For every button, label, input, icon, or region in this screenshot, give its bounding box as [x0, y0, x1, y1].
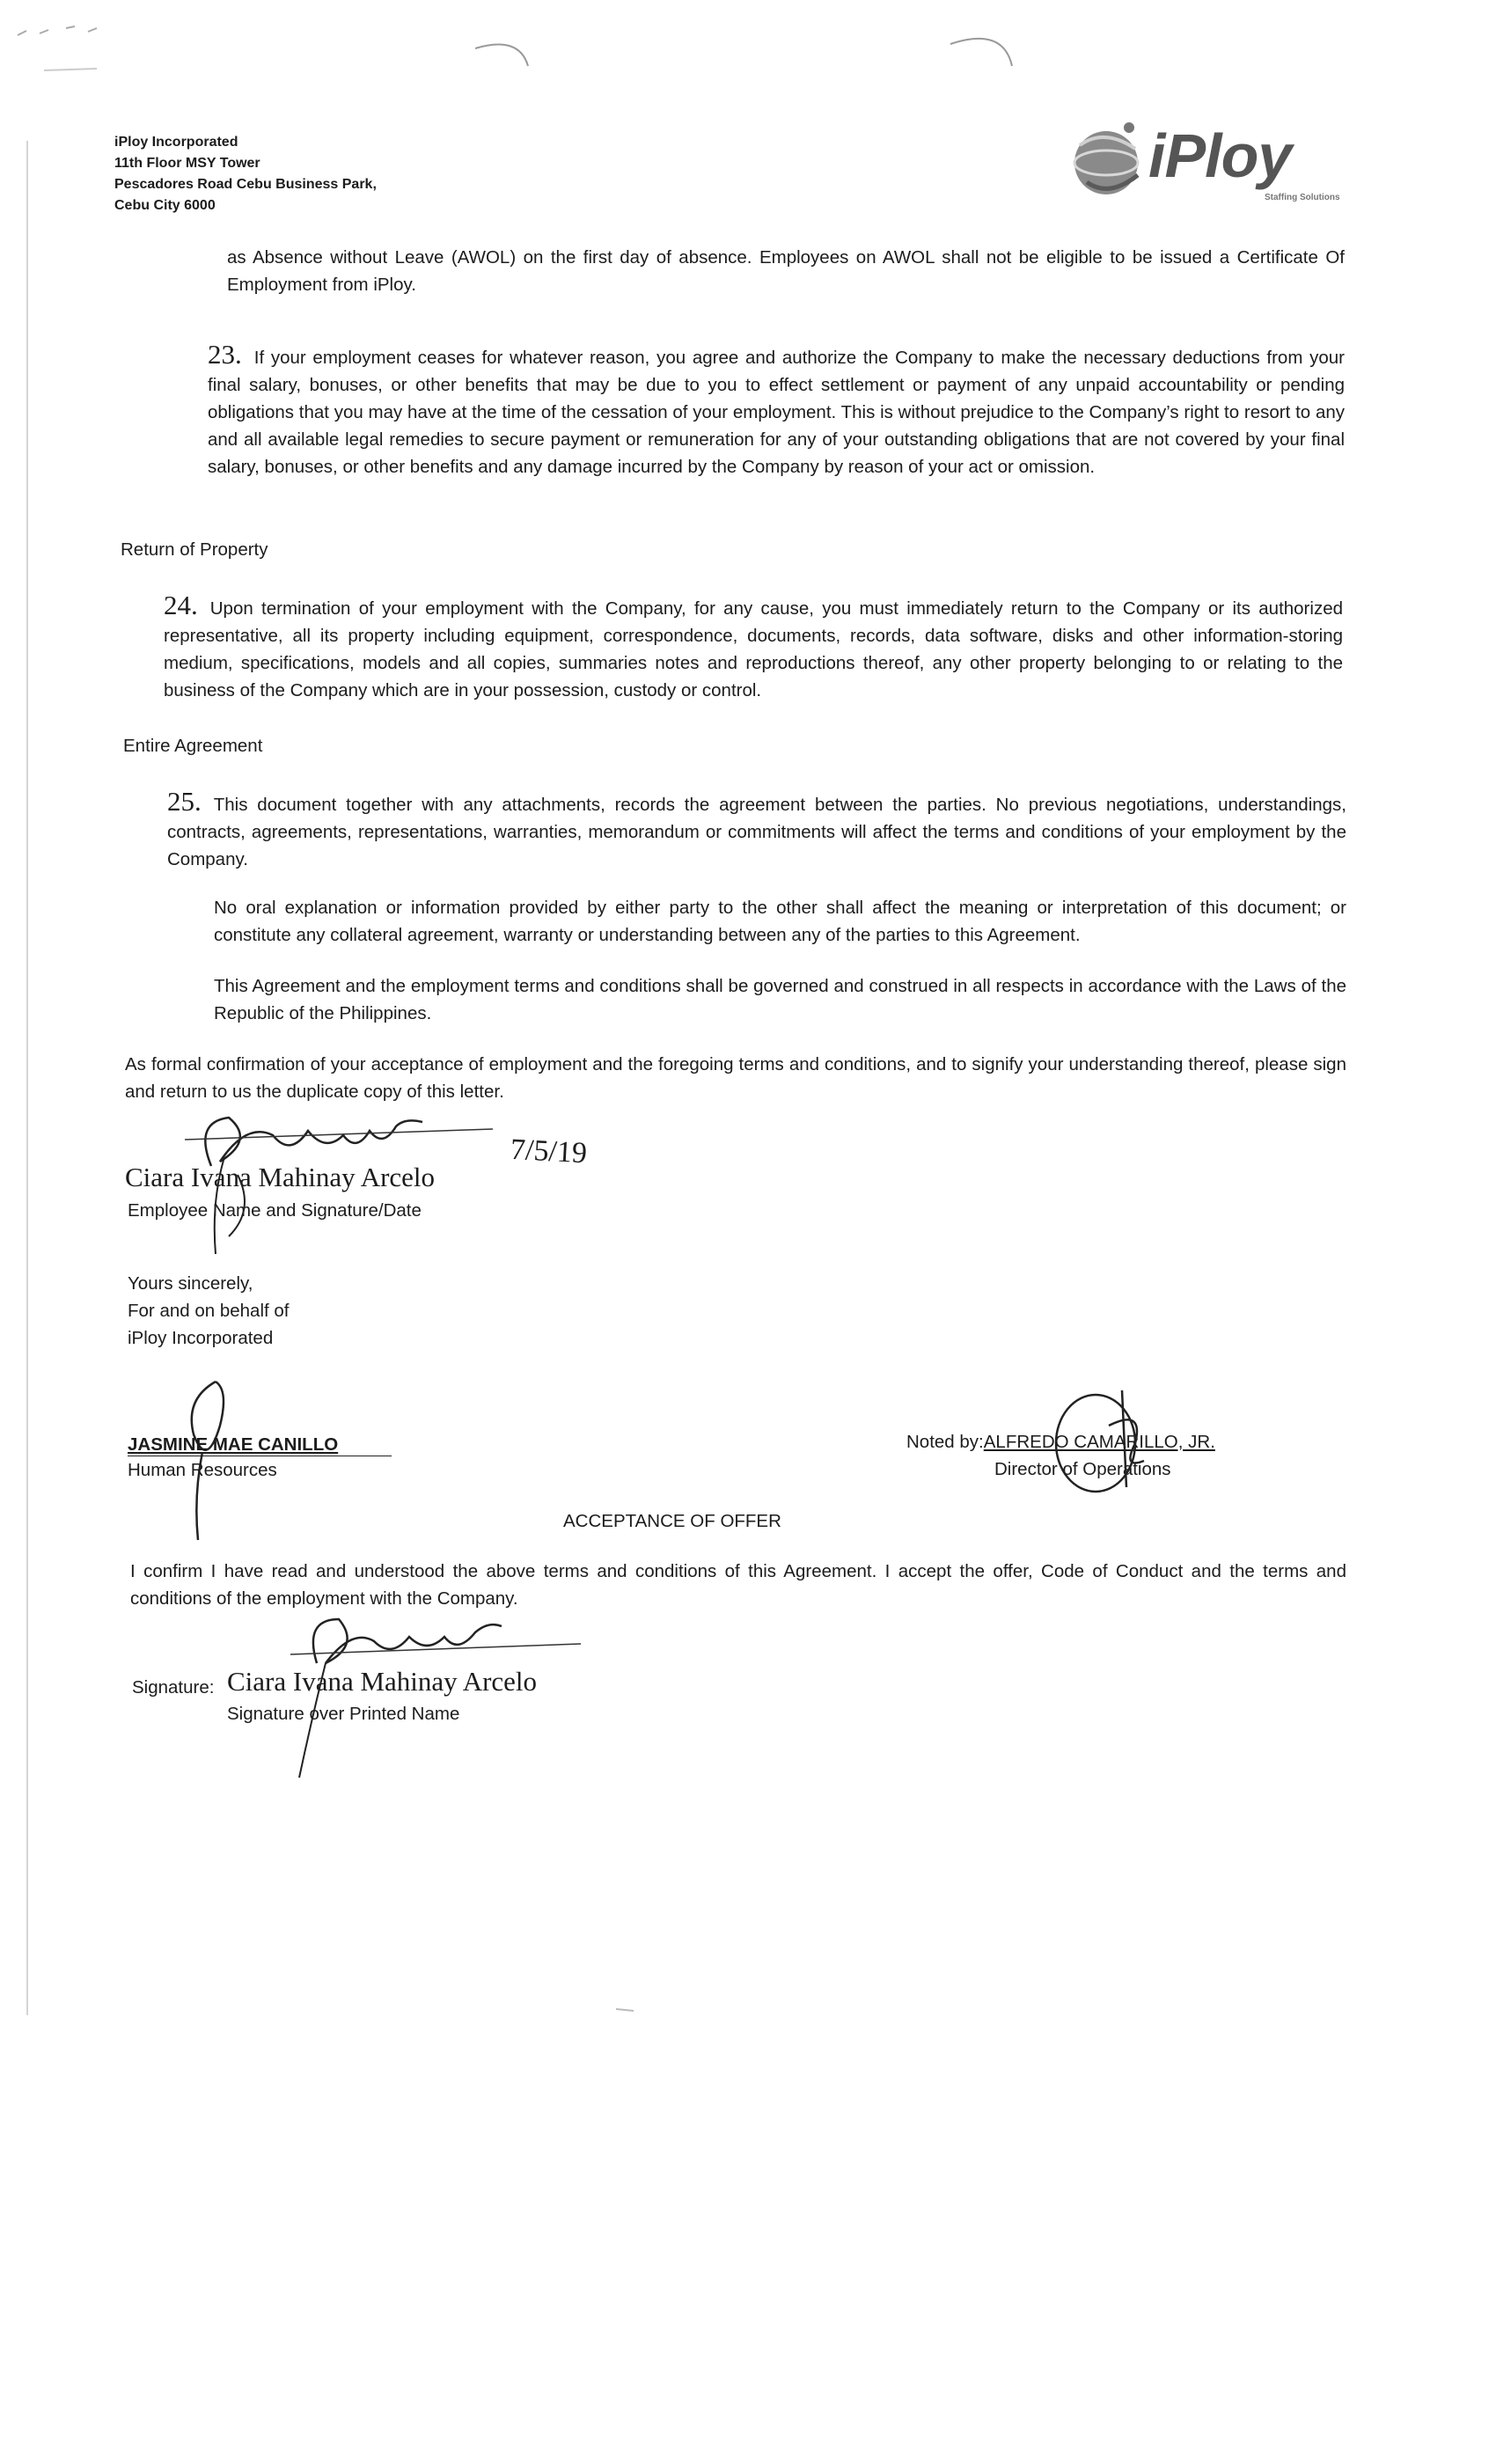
hr-title: Human Resources	[128, 1460, 277, 1480]
heading-return-of-property: Return of Property	[121, 539, 268, 560]
clause-text: Upon termination of your employment with the Company, for any cause, you must immediately return to the Company or its authorized representative, all its property including equipment, correspondence, documents, records, data software, disks and other information-storing medium, specifications, models and all copies, summaries notes and reproductions thereof, any other property belonging to or relating to the business of the Company which are in your possession, custody or control.	[164, 598, 1343, 700]
clause-number: 25.	[167, 786, 202, 817]
letterhead-line: Pescadores Road Cebu Business Park,	[114, 177, 377, 192]
noted-by-label: Noted by:	[906, 1432, 984, 1452]
hr-name: JASMINE MAE CANILLO	[128, 1434, 339, 1455]
clause-25-governing-law: This Agreement and the employment terms and conditions shall be governed and construed in all respects in accordance with the Laws of the Republic of the Philippines.	[214, 976, 1346, 1023]
clause-text: If your employment ceases for whatever reason, you agree and authorize the Company to make the necessary deductions from your final salary, bonuses, or other benefits that may be due to you to effect settlement or payment of any unpaid accountability or pending obligations that you may have at the time of the cessation of your employment. This is without prejudice to the Company’s right to resort to any and all available legal remedies to secure payment or remuneration for any of your outstanding obligations that are not covered by your final salary, bonuses, or other benefits and any damage incurred by the Company by reason of your act or omission.	[208, 348, 1345, 477]
employee-signature-label: Employee Name and Signature/Date	[128, 1200, 422, 1221]
confirmation-paragraph: As formal confirmation of your acceptance of employment and the foregoing terms and conditions, and to signify your understanding thereof, please sign and return to us the duplicate copy of this letter.	[125, 1054, 1346, 1102]
noted-by-title: Director of Operations	[994, 1459, 1171, 1479]
closing-line: iPloy Incorporated	[128, 1328, 274, 1348]
awol-continuation: as Absence without Leave (AWOL) on the first day of absence. Employees on AWOL shall not be eligible to be issued a Certificate Of Employment from iPloy.	[227, 247, 1345, 295]
signature-label: Signature:	[132, 1677, 215, 1698]
heading-entire-agreement: Entire Agreement	[123, 736, 263, 756]
employee-name: Ciara Ivana Mahinay Arcelo	[125, 1162, 436, 1192]
letterhead-line: 11th Floor MSY Tower	[114, 156, 260, 171]
closing-line: For and on behalf of	[128, 1301, 290, 1321]
clause-number: 23.	[208, 339, 242, 370]
logo-tagline: Staffing Solutions	[1265, 193, 1340, 202]
logo-wordmark: iPloy	[1148, 121, 1292, 190]
clause-number: 24.	[164, 590, 198, 620]
closing-line: Yours sincerely,	[128, 1273, 253, 1294]
acceptance-text: I confirm I have read and understood the above terms and conditions of this Agreement. I accept the offer, Code of Conduct and the terms and conditions of the employment with the Company.	[130, 1561, 1346, 1609]
signature-date: 7/5/19	[510, 1133, 588, 1170]
printed-name-label: Signature over Printed Name	[227, 1704, 460, 1724]
letterhead-line: iPloy Incorporated	[114, 135, 238, 150]
letterhead-line: Cebu City 6000	[114, 198, 216, 213]
acceptance-name: Ciara Ivana Mahinay Arcelo	[227, 1666, 538, 1697]
clause-text: This document together with any attachments, records the agreement between the parties. No previous negotiations, understandings, contracts, agreements, representations, warranties, memorandum or commitments will affect the terms and conditions of your employment by the Company.	[167, 795, 1346, 869]
noted-by-name: ALFREDO CAMARILLO, JR.	[983, 1432, 1215, 1452]
clause-25-oral-explanation: No oral explanation or information provided by either party to the other shall affect the meaning or interpretation of this document; or constitute any collateral agreement, warranty or understanding between any of the parties to this Agreement.	[214, 898, 1346, 945]
acceptance-title: ACCEPTANCE OF OFFER	[563, 1511, 781, 1531]
